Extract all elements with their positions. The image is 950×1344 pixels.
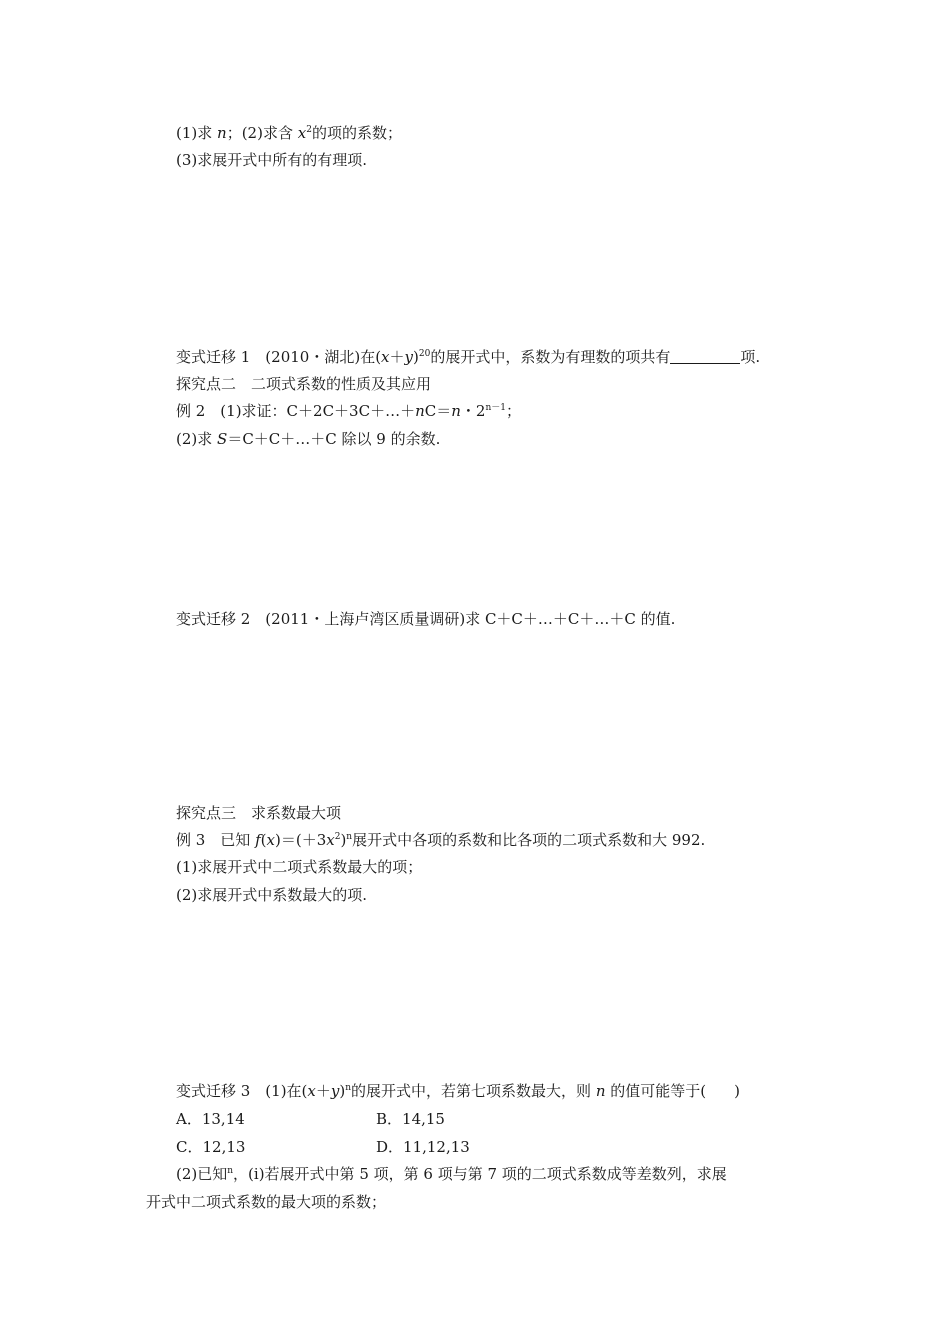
options-row-2	[176, 1137, 776, 1157]
example-2-part-2: (2)求 S＝C＋C＋…＋C 除以 9 的余数.	[176, 430, 441, 448]
option-a[interactable]: A．13,14	[176, 1110, 245, 1128]
option-b[interactable]: B．14,15	[376, 1110, 445, 1128]
example-3-part-2: (2)求展开式中系数最大的项.	[176, 886, 368, 904]
question-line-3: (3)求展开式中所有的有理项.	[176, 151, 368, 169]
example-3: 例 3 已知 $f(x)=(+3x^2)^n$展开式中各项的系数和比各项的二项式系数和大 992.	[176, 831, 706, 849]
section-heading-3: 探究点三 求系数最大项	[176, 804, 342, 822]
variant-exercise-2: 变式迁移 2 (2011・上海卢湾区质量调研)求 C＋C＋…＋C＋…＋C 的值.	[176, 610, 676, 628]
variant-exercise-3-part-2: (2)已知$^n$，(ⅰ)若展开式中第 5 项，第 6 项与第 7 项的二项式系数成等差数列，求展	[176, 1165, 727, 1183]
variant-exercise-1: 变式迁移 1 (2010・湖北)在$(x+y)^{20}$的展开式中，系数为有理数的项共有 项.	[176, 348, 761, 366]
section-heading-2: 探究点二 二项式系数的性质及其应用	[176, 375, 432, 393]
options-row-1	[176, 1109, 776, 1129]
example-3-part-1: (1)求展开式中二项式系数最大的项；	[176, 858, 423, 876]
option-d[interactable]: D．11,12,13	[376, 1138, 470, 1156]
answer-blank	[670, 349, 740, 364]
variant-exercise-3: 变式迁移 3 (1)在$(x+y)^n$的展开式中，若第七项系数最大，则 n 的值可能等于( )	[176, 1082, 740, 1100]
question-line-1: (1)求 n；(2)求含 $x^2$的项的系数；	[176, 124, 402, 142]
option-c[interactable]: C．12,13	[176, 1138, 246, 1156]
variant-exercise-3-part-2-cont: 开式中二项式系数的最大项的系数；	[146, 1193, 387, 1211]
example-2-part-1: 例 2 (1)求证：C＋2C＋3C＋…＋nC＝n・$2^{n-1}$；	[176, 402, 521, 420]
